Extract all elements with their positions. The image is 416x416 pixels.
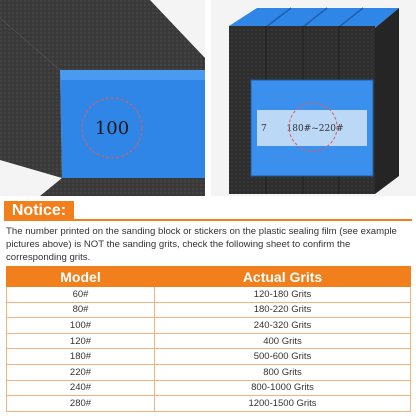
model-cell: 240# — [7, 380, 155, 396]
block-pack-photo — [211, 0, 416, 196]
model-cell: 220# — [7, 364, 155, 380]
grits-cell: 120-180 Grits — [155, 287, 411, 303]
table-row — [7, 318, 411, 334]
grits-cell: 1200-1500 Grits — [155, 396, 411, 412]
sticker-number: 7 — [261, 124, 267, 134]
header-model: Model — [7, 267, 155, 287]
grits-cell: 240-320 Grits — [155, 318, 411, 334]
notice-title: Notice: — [4, 201, 74, 221]
table-row — [7, 396, 411, 412]
grits-cell: 500-600 Grits — [155, 349, 411, 365]
table-row — [7, 349, 411, 365]
pack-side-face — [375, 8, 399, 194]
grits-cell: 180-220 Grits — [155, 302, 411, 318]
grits-cell: 400 Grits — [155, 333, 411, 349]
table-header-row — [7, 267, 411, 287]
table-row — [7, 287, 411, 303]
block-printed-number: 100 — [94, 118, 130, 139]
block-pack-illustration — [211, 0, 416, 196]
model-cell: 100# — [7, 318, 155, 334]
table-row — [7, 364, 411, 380]
model-cell: 180# — [7, 349, 155, 365]
sticker-range: 180#~220# — [286, 124, 344, 134]
header-actual-grits: Actual Grits — [155, 267, 411, 287]
notice-divider — [74, 219, 412, 221]
notice-text: The number printed on the sanding block or stickers on the plastic sealing film (see example pictures above) is NOT the sanding grits, check the following sheet to confirm the corresponding grits. — [6, 226, 397, 263]
model-cell: 120# — [7, 333, 155, 349]
table-row — [7, 302, 411, 318]
sanding-block-illustration — [0, 0, 205, 196]
grits-cell: 800-1000 Grits — [155, 380, 411, 396]
block-foam-face — [60, 70, 205, 178]
table-row — [7, 333, 411, 349]
grits-cell: 800 Grits — [155, 364, 411, 380]
model-cell: 80# — [7, 302, 155, 318]
sanding-block-photo — [0, 0, 205, 196]
table-row — [7, 380, 411, 396]
model-cell: 280# — [7, 396, 155, 412]
model-cell: 60# — [7, 287, 155, 303]
grit-conversion-table — [6, 266, 411, 412]
